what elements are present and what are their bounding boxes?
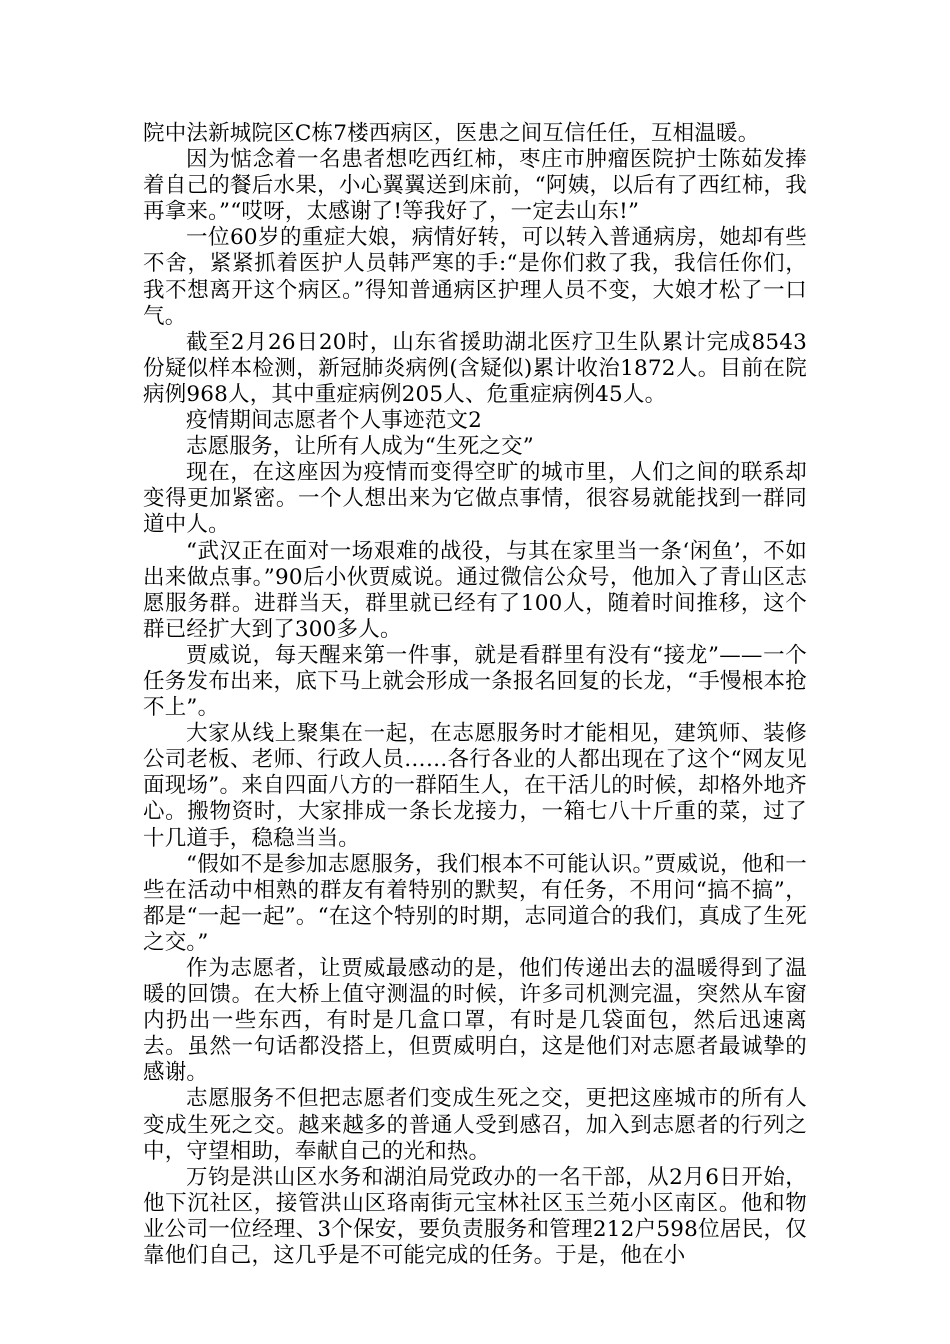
paragraph-7: 现在，在这座因为疫情而变得空旷的城市里，人们之间的联系却变得更加紧密。一个人想出来为它做点事情，很容易就能找到一群同道中人。 [143,460,807,538]
paragraph-14: 万钧是洪山区水务和湖泊局党政办的一名干部，从2月6日开始，他下沉社区，接管洪山区珞南街元宝林社区玉兰苑小区南区。他和物业公司一位经理、3个保安，要负责服务和管理212户598位居民，仅靠他们自己，这几乎是不可能完成的任务。于是，他在小 [143,1164,807,1269]
paragraph-11: “假如不是参加志愿服务，我们根本不可能认识。”贾威说，他和一些在活动中相熟的群友有着特别的默契，有任务，不用问“搞不搞”，都是“一起一起”。“在这个特别的时期，志同道合的我们，真成了生死之交。” [143,851,807,955]
paragraph-10: 大家从线上聚集在一起，在志愿服务时才能相见，建筑师、装修公司老板、老师、行政人员……各行各业的人都出现在了这个“网友见面现场”。来自四面八方的一群陌生人，在干活儿的时候，却格外地齐心。搬物资时，大家排成一条长龙接力，一箱七八十斤重的菜，过了十几道手，稳稳当当。 [143,721,807,851]
paragraph-12: 作为志愿者，让贾威最感动的是，他们传递出去的温暖得到了温暖的回馈。在大桥上值守测温的时候，许多司机测完温，突然从车窗内扔出一些东西，有时是几盒口罩，有时是几袋面包，然后迅速离去。虽然一句话都没搭上，但贾威明白，这是他们对志愿者最诚挚的感谢。 [143,956,807,1086]
section-title: 疫情期间志愿者个人事迹范文2 [186,408,482,434]
document-page [143,121,807,1269]
paragraph-9: 贾威说，每天醒来第一件事，就是看群里有没有“接龙”——一个任务发布出来，底下马上就会形成一条报名回复的长龙，“手慢根本抢不上”。 [143,642,807,721]
paragraph-4: 截至2月26日20时，山东省援助湖北医疗卫生队累计完成8543份疑似样本检测，新冠肺炎病例(含疑似)累计收治1872人。目前在院病例968人，其中重症病例205人、危重症病例45人。 [143,329,807,407]
paragraph-8: “武汉正在面对一场艰难的战役，与其在家里当一条‘闲鱼’，不如出来做点事。”90后小伙贾威说。通过微信公众号，他加入了青山区志愿服务群。进群当天，群里就已经有了100人，随着时间推移，这个群已经扩大到了300多人。 [143,538,807,642]
paragraph-3: 一位60岁的重症大娘，病情好转，可以转入普通病房，她却有些不舍，紧紧抓着医护人员韩严寒的手:“是你们救了我，我信任你们，我不想离开这个病区。”得知普通病区护理人员不变，大娘才松了一口气。 [143,225,807,329]
paragraph-1: 院中法新城院区C栋7楼西病区，医患之间互信任任，互相温暖。 [143,121,760,146]
paragraph-2: 因为惦念着一名患者想吃西红柿，枣庄市肿瘤医院护士陈茹发捧着自己的餐后水果，小心翼翼送到床前，“阿姨，以后有了西红柿，我再拿来。”“哎呀，太感谢了!等我好了，一定去山东!” [143,147,807,225]
paragraph-13: 志愿服务不但把志愿者们变成生死之交，更把这座城市的所有人变成生死之交。越来越多的普通人受到感召，加入到志愿者的行列之中，守望相助，奉献自己的光和热。 [143,1086,807,1164]
section-subtitle: 志愿服务，让所有人成为“生死之交” [186,434,534,460]
